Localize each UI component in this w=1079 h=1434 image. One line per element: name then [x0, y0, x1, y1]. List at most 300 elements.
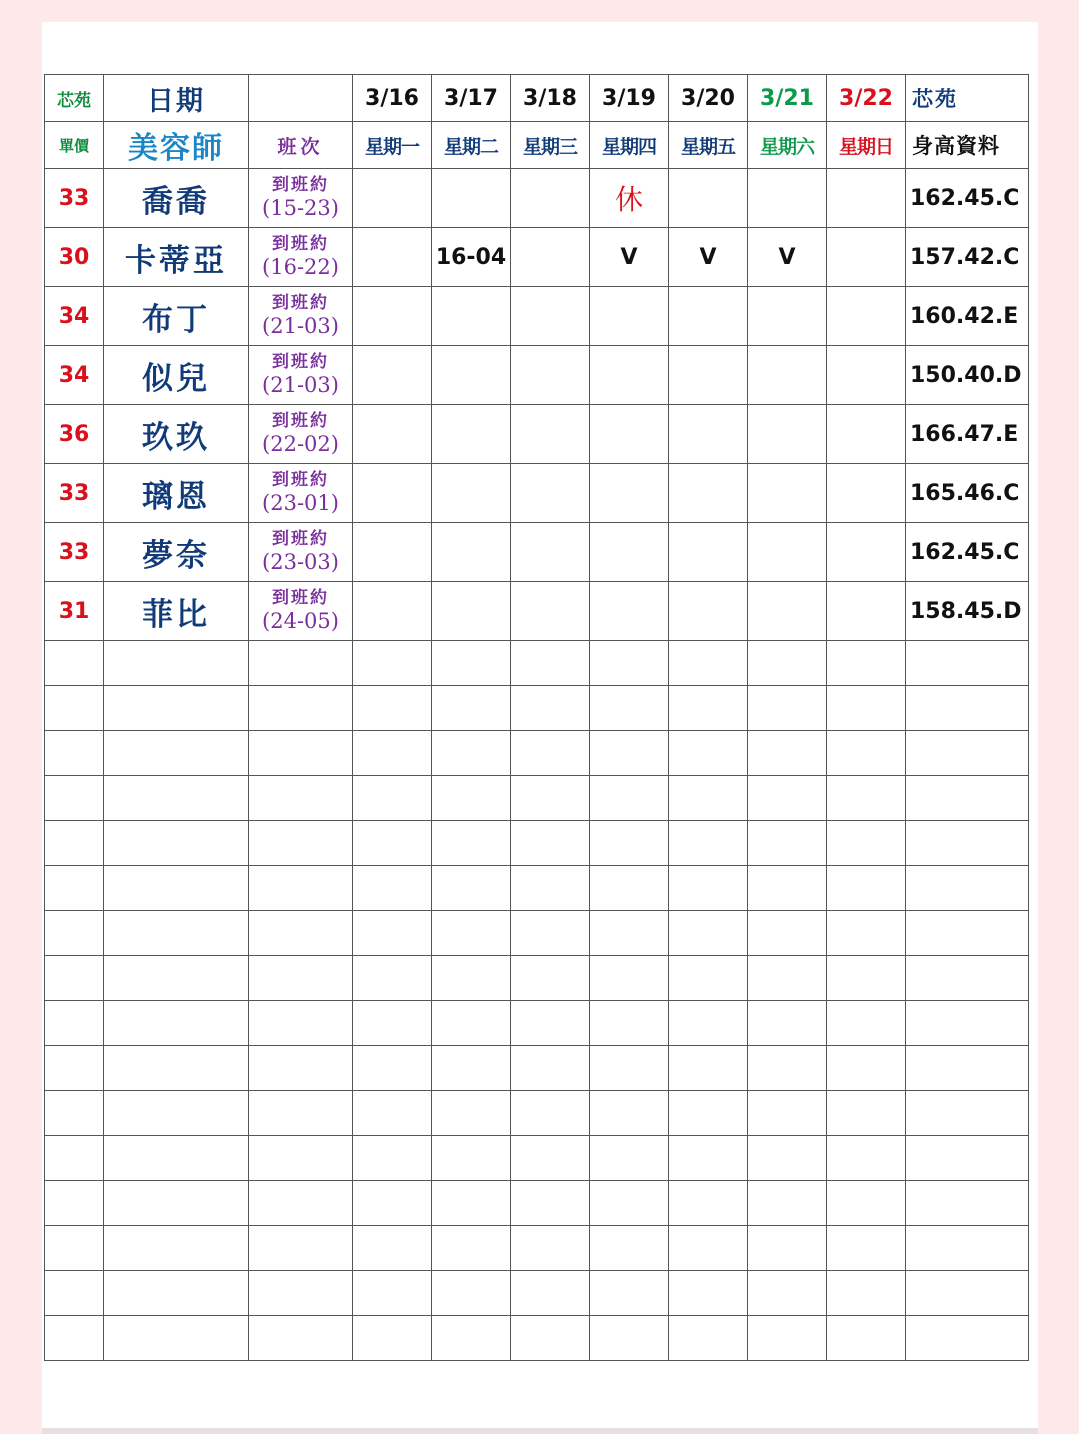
shift-arrival-label: 到班約 [272, 588, 329, 609]
day-cell [669, 169, 748, 228]
day-cell [827, 464, 906, 523]
empty-cell [45, 641, 104, 686]
empty-cell [748, 1316, 827, 1361]
empty-cell [906, 1316, 1029, 1361]
day-cell: 休 [590, 169, 669, 228]
empty-cell [249, 776, 353, 821]
empty-cell [906, 1091, 1029, 1136]
day-cell: V [590, 228, 669, 287]
day-cell [432, 287, 511, 346]
weekday-wed: 星期三 [511, 122, 590, 169]
empty-cell [432, 1001, 511, 1046]
empty-cell [353, 1136, 432, 1181]
staff-row [45, 169, 1029, 228]
empty-row [45, 641, 1029, 686]
shift-cell [249, 228, 353, 287]
weekday-sun: 星期日 [827, 122, 906, 169]
shift-cell [249, 405, 353, 464]
day-cell [827, 405, 906, 464]
empty-cell [353, 776, 432, 821]
empty-cell [249, 1001, 353, 1046]
weekday-fri: 星期五 [669, 122, 748, 169]
price-cell: 33 [45, 464, 104, 523]
day-cell: V [748, 228, 827, 287]
day-cell [353, 582, 432, 641]
empty-cell [104, 1091, 249, 1136]
shift-arrival-label: 到班約 [272, 529, 329, 550]
price-cell: 31 [45, 582, 104, 641]
header-row-weekdays [45, 122, 1029, 169]
beautician-name: 喬喬 [104, 169, 249, 228]
body-data-cell: 150.40.D [906, 346, 1029, 405]
weekday-thu: 星期四 [590, 122, 669, 169]
empty-cell [511, 1046, 590, 1091]
day-cell [669, 346, 748, 405]
empty-cell [432, 1136, 511, 1181]
empty-cell [432, 1271, 511, 1316]
empty-row [45, 1001, 1029, 1046]
empty-row [45, 911, 1029, 956]
shift-arrival-label: 到班約 [272, 234, 329, 255]
day-cell [590, 582, 669, 641]
empty-cell [104, 731, 249, 776]
day-cell [353, 523, 432, 582]
shift-time: (21-03) [262, 372, 339, 397]
beautician-name: 璃恩 [104, 464, 249, 523]
empty-cell [249, 731, 353, 776]
empty-cell [45, 821, 104, 866]
empty-cell [669, 776, 748, 821]
empty-cell [827, 1181, 906, 1226]
empty-cell [748, 686, 827, 731]
empty-row [45, 731, 1029, 776]
day-cell [748, 523, 827, 582]
empty-cell [432, 776, 511, 821]
empty-cell [827, 1001, 906, 1046]
body-data-cell: 162.45.C [906, 169, 1029, 228]
date-fri: 3/20 [669, 75, 748, 122]
empty-cell [353, 1271, 432, 1316]
empty-cell [353, 866, 432, 911]
empty-cell [45, 731, 104, 776]
shift-arrival-label: 到班約 [272, 293, 329, 314]
empty-cell [45, 1046, 104, 1091]
empty-cell [590, 686, 669, 731]
empty-cell [511, 821, 590, 866]
empty-cell [353, 686, 432, 731]
empty-cell [104, 641, 249, 686]
body-data-cell: 162.45.C [906, 523, 1029, 582]
staff-row [45, 464, 1029, 523]
empty-cell [353, 1226, 432, 1271]
empty-row [45, 866, 1029, 911]
empty-cell [748, 1181, 827, 1226]
day-cell [511, 464, 590, 523]
empty-cell [590, 641, 669, 686]
body-data-cell: 157.42.C [906, 228, 1029, 287]
empty-cell [249, 686, 353, 731]
empty-cell [353, 1001, 432, 1046]
empty-cell [590, 1001, 669, 1046]
body-data-label: 身高資料 [906, 122, 1029, 169]
day-cell [353, 228, 432, 287]
price-cell: 33 [45, 169, 104, 228]
day-cell [669, 405, 748, 464]
empty-cell [249, 866, 353, 911]
schedule-table [44, 74, 1029, 1361]
date-sat: 3/21 [748, 75, 827, 122]
empty-cell [748, 1091, 827, 1136]
empty-cell [590, 1316, 669, 1361]
empty-cell [511, 1091, 590, 1136]
empty-cell [590, 1091, 669, 1136]
price-cell: 36 [45, 405, 104, 464]
staff-row [45, 405, 1029, 464]
empty-cell [45, 1091, 104, 1136]
empty-row [45, 686, 1029, 731]
weekday-tue: 星期二 [432, 122, 511, 169]
empty-cell [511, 1226, 590, 1271]
empty-cell [511, 1136, 590, 1181]
shift-arrival-label: 到班約 [272, 175, 329, 196]
empty-cell [511, 686, 590, 731]
date-label: 日期 [104, 75, 249, 122]
empty-cell [748, 821, 827, 866]
empty-cell [590, 1226, 669, 1271]
empty-cell [748, 866, 827, 911]
empty-cell [748, 1271, 827, 1316]
beautician-name: 夢奈 [104, 523, 249, 582]
staff-row [45, 582, 1029, 641]
empty-cell [432, 1181, 511, 1226]
empty-cell [906, 956, 1029, 1001]
date-sun: 3/22 [827, 75, 906, 122]
empty-cell [249, 956, 353, 1001]
empty-cell [590, 1136, 669, 1181]
day-cell [432, 582, 511, 641]
empty-row [45, 821, 1029, 866]
empty-cell [827, 911, 906, 956]
day-cell [748, 582, 827, 641]
day-cell [353, 464, 432, 523]
empty-cell [104, 866, 249, 911]
empty-cell [590, 866, 669, 911]
shift-cell [249, 287, 353, 346]
shift-time: (22-02) [262, 431, 339, 456]
price-cell: 33 [45, 523, 104, 582]
empty-row [45, 1316, 1029, 1361]
empty-cell [590, 776, 669, 821]
empty-cell [432, 821, 511, 866]
price-cell: 34 [45, 287, 104, 346]
empty-cell [906, 1136, 1029, 1181]
day-cell [590, 287, 669, 346]
empty-cell [45, 776, 104, 821]
empty-cell [590, 731, 669, 776]
empty-cell [669, 1181, 748, 1226]
day-cell [511, 346, 590, 405]
empty-cell [249, 1091, 353, 1136]
empty-cell [669, 956, 748, 1001]
weekday-sat: 星期六 [748, 122, 827, 169]
date-tue: 3/17 [432, 75, 511, 122]
day-cell [590, 405, 669, 464]
empty-cell [511, 776, 590, 821]
empty-cell [669, 866, 748, 911]
empty-cell [432, 866, 511, 911]
empty-cell [669, 1091, 748, 1136]
day-cell: V [669, 228, 748, 287]
day-cell [511, 169, 590, 228]
empty-cell [669, 1226, 748, 1271]
empty-cell [906, 1226, 1029, 1271]
day-cell [669, 287, 748, 346]
header-row-dates [45, 75, 1029, 122]
empty-row [45, 1226, 1029, 1271]
day-cell [432, 405, 511, 464]
empty-cell [249, 641, 353, 686]
day-cell [748, 464, 827, 523]
shift-time: (23-01) [262, 490, 339, 515]
empty-cell [669, 1136, 748, 1181]
empty-cell [669, 686, 748, 731]
empty-cell [748, 956, 827, 1001]
empty-cell [906, 821, 1029, 866]
shift-time: (21-03) [262, 313, 339, 338]
empty-cell [249, 1271, 353, 1316]
day-cell [748, 405, 827, 464]
day-cell [432, 523, 511, 582]
empty-cell [353, 731, 432, 776]
empty-cell [104, 1046, 249, 1091]
day-cell [432, 346, 511, 405]
empty-cell [249, 1316, 353, 1361]
empty-cell [104, 686, 249, 731]
empty-cell [432, 956, 511, 1001]
empty-cell [45, 956, 104, 1001]
body-data-cell: 158.45.D [906, 582, 1029, 641]
beautician-name: 玖玖 [104, 405, 249, 464]
empty-cell [104, 1316, 249, 1361]
empty-cell [104, 1136, 249, 1181]
empty-cell [432, 641, 511, 686]
empty-cell [906, 866, 1029, 911]
empty-row [45, 1046, 1029, 1091]
empty-cell [511, 641, 590, 686]
shift-time: (16-22) [262, 254, 339, 279]
empty-cell [104, 911, 249, 956]
staff-row [45, 287, 1029, 346]
empty-cell [45, 1181, 104, 1226]
day-cell [353, 169, 432, 228]
empty-cell [906, 1046, 1029, 1091]
empty-cell [511, 866, 590, 911]
empty-cell [511, 1181, 590, 1226]
empty-cell [827, 1046, 906, 1091]
empty-cell [669, 641, 748, 686]
day-cell [511, 287, 590, 346]
empty-cell [353, 1046, 432, 1091]
empty-cell [748, 731, 827, 776]
beautician-name: 卡蒂亞 [104, 228, 249, 287]
empty-cell [104, 1271, 249, 1316]
empty-cell [590, 1046, 669, 1091]
day-cell [353, 405, 432, 464]
beautician-name: 似兒 [104, 346, 249, 405]
day-cell [353, 287, 432, 346]
empty-cell [669, 1316, 748, 1361]
empty-cell [906, 1001, 1029, 1046]
day-cell [669, 464, 748, 523]
empty-cell [104, 956, 249, 1001]
day-cell [511, 582, 590, 641]
empty-cell [669, 1001, 748, 1046]
empty-cell [432, 1226, 511, 1271]
date-wed: 3/18 [511, 75, 590, 122]
empty-cell [669, 821, 748, 866]
empty-row [45, 1181, 1029, 1226]
empty-cell [511, 956, 590, 1001]
empty-cell [511, 1271, 590, 1316]
empty-cell [906, 686, 1029, 731]
body-data-cell: 166.47.E [906, 405, 1029, 464]
day-cell [748, 169, 827, 228]
empty-cell [45, 911, 104, 956]
date-thu: 3/19 [590, 75, 669, 122]
shift-cell [249, 582, 353, 641]
day-cell [748, 287, 827, 346]
empty-cell [827, 956, 906, 1001]
empty-cell [906, 641, 1029, 686]
empty-cell [827, 776, 906, 821]
empty-cell [827, 731, 906, 776]
empty-cell [669, 731, 748, 776]
empty-cell [45, 866, 104, 911]
shift-cell [249, 523, 353, 582]
empty-cell [104, 1226, 249, 1271]
empty-row [45, 956, 1029, 1001]
empty-cell [748, 776, 827, 821]
empty-cell [249, 911, 353, 956]
empty-cell [906, 911, 1029, 956]
empty-cell [906, 1271, 1029, 1316]
day-cell [827, 228, 906, 287]
empty-cell [353, 1316, 432, 1361]
empty-cell [104, 821, 249, 866]
empty-cell [827, 1271, 906, 1316]
empty-cell [590, 911, 669, 956]
empty-cell [353, 956, 432, 1001]
empty-cell [590, 1271, 669, 1316]
empty-cell [45, 1316, 104, 1361]
empty-cell [511, 1001, 590, 1046]
empty-row [45, 1271, 1029, 1316]
day-cell [511, 523, 590, 582]
empty-cell [827, 1316, 906, 1361]
empty-cell [432, 1091, 511, 1136]
empty-cell [249, 1046, 353, 1091]
weekday-mon: 星期一 [353, 122, 432, 169]
empty-cell [249, 1181, 353, 1226]
shift-time: (24-05) [262, 608, 339, 633]
empty-cell [748, 1226, 827, 1271]
empty-cell [590, 821, 669, 866]
empty-cell [748, 1046, 827, 1091]
staff-row [45, 346, 1029, 405]
empty-cell [827, 1136, 906, 1181]
day-cell [827, 287, 906, 346]
empty-cell [249, 821, 353, 866]
brand-label-right: 芯苑 [906, 75, 1029, 122]
empty-cell [45, 1136, 104, 1181]
empty-cell [249, 1136, 353, 1181]
empty-cell [590, 956, 669, 1001]
empty-cell [104, 776, 249, 821]
empty-cell [906, 776, 1029, 821]
empty-cell [669, 1046, 748, 1091]
empty-cell [511, 731, 590, 776]
empty-cell [45, 1226, 104, 1271]
empty-cell [827, 1226, 906, 1271]
day-cell [590, 523, 669, 582]
empty-cell [906, 731, 1029, 776]
shift-cell [249, 169, 353, 228]
day-cell: 16-04 [432, 228, 511, 287]
beautician-label: 美容師 [104, 122, 249, 169]
empty-cell [432, 686, 511, 731]
day-cell [827, 582, 906, 641]
price-cell: 30 [45, 228, 104, 287]
shift-arrival-label: 到班約 [272, 470, 329, 491]
empty-cell [827, 641, 906, 686]
empty-cell [827, 866, 906, 911]
empty-cell [432, 1316, 511, 1361]
day-cell [590, 346, 669, 405]
body-data-cell: 165.46.C [906, 464, 1029, 523]
day-cell [827, 169, 906, 228]
empty-cell [906, 1181, 1029, 1226]
body-data-cell: 160.42.E [906, 287, 1029, 346]
empty-cell [511, 911, 590, 956]
empty-cell [432, 911, 511, 956]
empty-cell [511, 1316, 590, 1361]
day-cell [669, 582, 748, 641]
empty-cell [353, 1091, 432, 1136]
empty-row [45, 1091, 1029, 1136]
shift-cell [249, 464, 353, 523]
empty-cell [669, 1271, 748, 1316]
staff-row [45, 228, 1029, 287]
brand-label-small: 芯苑 [45, 75, 104, 122]
beautician-name: 菲比 [104, 582, 249, 641]
shift-arrival-label: 到班約 [272, 352, 329, 373]
shift-label: 班次 [249, 122, 353, 169]
shift-time: (15-23) [262, 195, 339, 220]
empty-cell [748, 1001, 827, 1046]
empty-row [45, 1136, 1029, 1181]
empty-cell [249, 1226, 353, 1271]
empty-cell [827, 821, 906, 866]
day-cell [669, 523, 748, 582]
day-cell [432, 169, 511, 228]
shift-time: (23-03) [262, 549, 339, 574]
beautician-name: 布丁 [104, 287, 249, 346]
shift-arrival-label: 到班約 [272, 411, 329, 432]
day-cell [748, 346, 827, 405]
day-cell [353, 346, 432, 405]
price-cell: 34 [45, 346, 104, 405]
day-cell [511, 405, 590, 464]
